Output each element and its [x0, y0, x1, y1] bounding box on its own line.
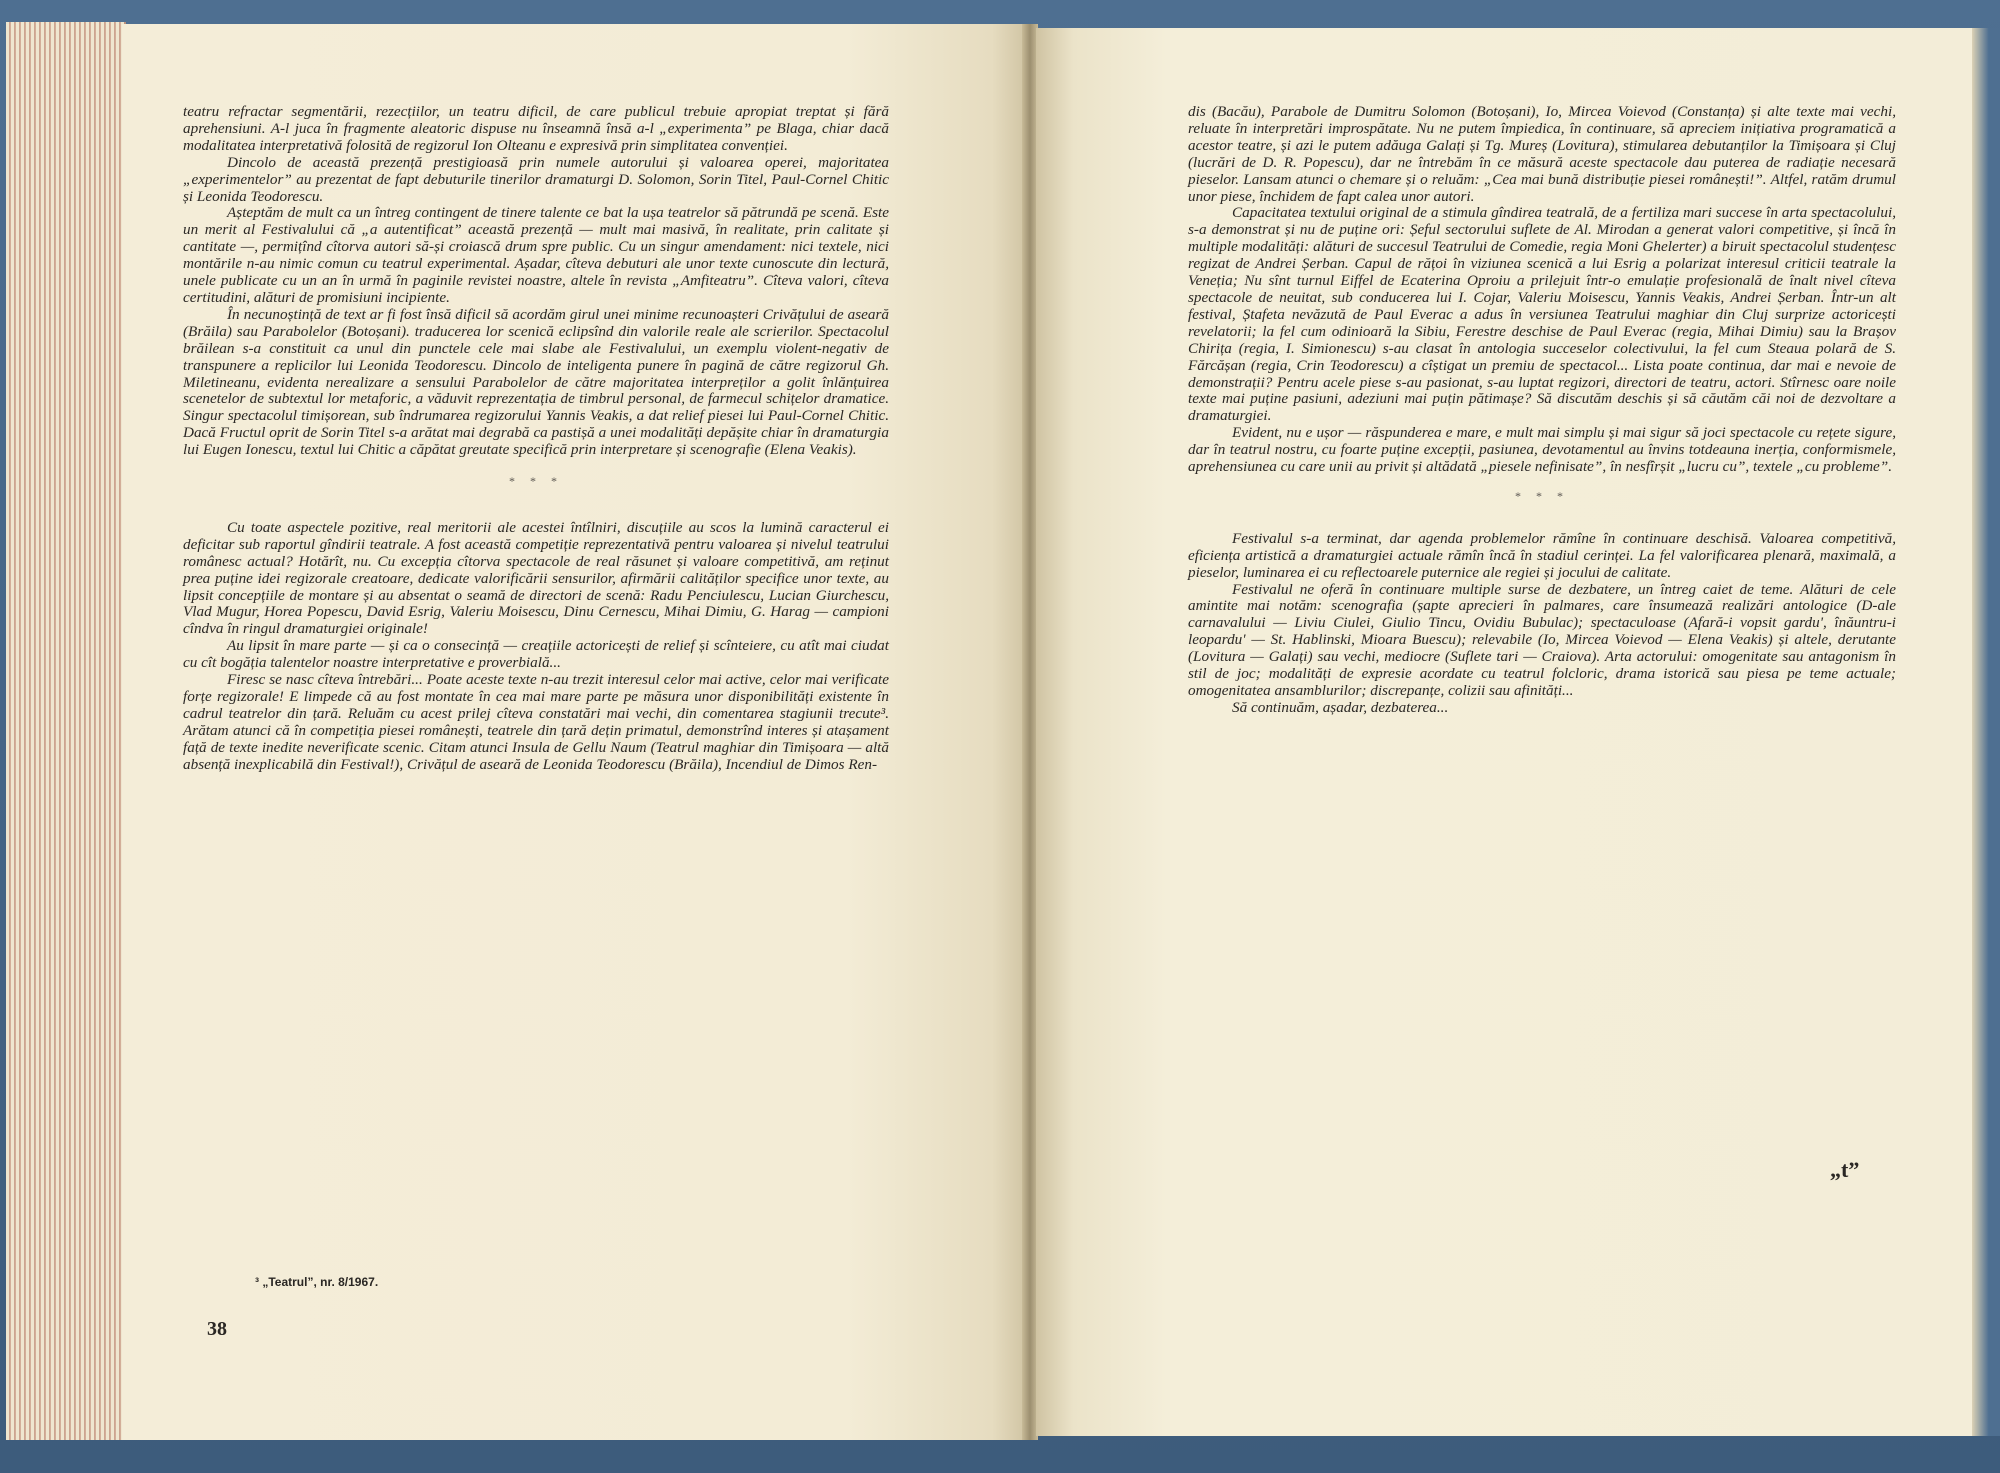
- paragraph: Să continuăm, așadar, dezbaterea...: [1232, 698, 1449, 716]
- paragraph: Dincolo de această prezență prestigioasă prin numele autorului și valoarea operei, majoritatea „experimentelor” au prezentat de fapt debuturile tinerilor dramaturgi D. Solomon, Sorin Titel, Paul-Cornel Chitic și Leonida Teodorescu.: [183, 153, 889, 205]
- paragraph: Festivalul s-a terminat, dar agenda problemelor rămîne în continuare deschisă. Valoarea competitivă, eficiența artistică a dramaturgiei actuale rămîn încă în stadiul cerinței. La fel valorificarea plenară, maximală, a pieselor, luminarea ei cu reflectoarele puternice ale regiei și jocului de calitate.: [1188, 529, 1896, 581]
- paragraph: Au lipsit în mare parte — și ca o consecință — creațiile actoricești de relief și scînteiere, cu atît mai ciudat cu cît bogăția talentelor noastre interpretative e proverbială...: [183, 637, 889, 672]
- paragraph: Festivalul ne oferă în continuare multiple surse de dezbatere, un întreg caiet de teme. Alături de cele amintite mai notăm: scenografia (șapte aprecieri în palmares, care însumează realizări antologice (D-ale carnavalului — Liviu Ciulei, Giulio Tincu, Ovidiu Bubulac); spectaculoase (Afară-i vopsit gardu', înăuntru-i leopardu' — St. Hablinski, Mioara Buescu); relevabile (Io, Mircea Voievod — Elena Veakis) și altele, derutante (Lovitura — Galați) sau vechi, mediocre (Suflete tari — Craiova). Arta actorului: omogenitate sau antagonism în stil de joc; modalități de expresie acordate cu teatrul folcloric, drama istorică sau piesa pe teme actuale; omogenitatea ansamblurilor; discrepanțe, colizii sau afinități...: [1188, 580, 1896, 699]
- author-signature: „t”: [1830, 1157, 1860, 1182]
- paragraph: dis (Bacău), Parabole de Dumitru Solomon (Botoșani), Io, Mircea Voievod (Constanța) și alte texte mai vechi, reluate în interpretări improspătate. Nu ne putem împiedica, în continuare, să apreciem inițiativa programatică a acestor teatre, și azi le putem adăuga Galați și Tg. Mureș (Lovitura), stimularea debutanților la Timișoara și Cluj (lucrări de D. R. Popescu), dar ne întrebăm în ce măsură aceste spectacole dau puterea de radiație necesară pieselor. Lansam atunci o chemare și o reluăm: „Cea mai bună distribuție piesei românești!”. Altfel, ratăm drumul unor piese, închidem de fapt calea unor autori.: [1188, 103, 1896, 205]
- page-stack-edge: [6, 22, 126, 1440]
- section-separator: * * *: [509, 474, 563, 489]
- paragraph: Firesc se nasc cîteva întrebări... Poate aceste texte n-au trezit interesul celor mai active, celor mai verificate forțe regizorale! E limpede că au fost montate în cea mai mare parte pe măsura unor disponibilități existente în cadrul teatrelor din țară. Reluăm cu acest prilej cîteva constatări mai vechi, din comentarea stagiunii trecute³. Arătam atunci că în competiția piesei românești, teatrele din țară dețin primatul, demonstrînd interes și atașament față de texte inedite neverificate scenic. Citam atunci Insula de Gellu Naum (Teatrul maghiar din Timișoara — altă absență inexplicabilă din Festival!), Crivățul de aseară de Leonida Teodorescu (Brăila), Incendiul de Dimos Ren-: [183, 671, 889, 773]
- paragraph: Capacitatea textului original de a stimula gîndirea teatrală, de a fertiliza mari succese în arta spectacolului, s-a demonstrat și nu de puține ori: Șeful sectorului suflete de Al. Mirodan a generat valori competitive, și încă în multiple modalități: alături de succesul Teatrului de Comedie, regia Moni Ghelerter) a biruit spectacolul studențesc regizat de Andrei Șerban. Capul de rățoi în viziunea scenică a lui Esrig a polarizat interesul criticii teatrale la Veneția; Nu sînt turnul Eiffel de Ecaterina Oproiu a prilejuit într-o emulație profesională de înalt nivel cîteva spectacole de neuitat, sub conducerea lui I. Cojar, Valeriu Moisescu, Yannis Veakis, Andrei Șerban. Într-un alt festival, Ștafeta nevăzută de Paul Everac a adus în versiunea Teatrului maghiar din Cluj surprize actoricești revelatorii; la fel cum odinioară la Sibiu, Ferestre deschise de Paul Everac (regia, Mihai Dimiu) sau la Brașov Chirița (regia, I. Simionescu) s-au clasat în antologia succeselor colectivului, la fel cum Steaua polară de S. Fărcășan (regia, Crin Teodorescu) a cîștigat un premiu de spectacol... Lista poate continua, dar mai e nevoie de demonstrații? Pentru acele piese s-au pasionat, s-au luptat regizori, directori de teatru, actori. Stîrnesc oare noile texte mai puține pasiuni, adeziuni mai puțin pătimașe? Să discutăm deschis și să căutăm căi noi de dezvoltare a dramaturgiei.: [1188, 204, 1896, 425]
- paragraph: Așteptăm de mult ca un întreg contingent de tinere talente ce bat la ușa teatrelor să pătrundă pe scenă. Este un merit al Festivalului că „a autentificat” această prezență — mult mai masivă, în realitate, prin calitate și cantitate —, permițînd cîtorva autori să-și croiască drum spre public. Cu un singur amendament: nici textele, nici montările n-au nimic comun cu teatrul experimental. Așadar, cîteva debuturi ale unor texte cunoscute din lectură, unele publicate cu un an în urmă în paginile revistei noastre, altele în revista „Amfiteatru”. Cîteva valori, cîteva certitudini, alături de promisiuni incipiente.: [183, 204, 889, 306]
- paragraph: teatru refractar segmentării, rezecțiilor, un teatru dificil, de care publicul trebuie apropiat treptat și fără aprehensiuni. A-l juca în fragmente aleatoric dispuse nu înseamnă însă a-l „experimenta” pe Blaga, chiar dacă modalitatea interpretativă folosită de regizorul Ion Olteanu e expresivă prin simplitatea convenției.: [183, 103, 889, 154]
- paragraph: În necunoștință de text ar fi fost însă dificil să acordăm girul unei minime recunoașteri Crivățului de aseară (Brăila) sau Parabolelor (Botoșani). traducerea lor scenică eclipsînd din valorile reale ale scrierilor. Spectacolul brăilean s-a constituit ca unul din punctele cele mai slabe ale Festivalului, un exemplu violent-negativ de transpunere a replicilor lui Leonida Teodorescu. Dincolo de inteligenta punere în pagină de către regizorul Gh. Miletineanu, evidenta nerealizare a sensului Parabolelor de către majoritatea interpreților a golit înlănțuirea scenetelor de subtextul lor metaforic, a văduvit reprezentația de timbrul personal, de farmecul schițelor dramatice. Singur spectacolul timișorean, sub îndrumarea regizorului Yannis Veakis, a dat relief piesei lui Paul-Cornel Chitic. Dacă Fructul oprit de Sorin Titel s-a arătat mai degrabă ca pastișă a unei modalități depășite chiar în dramaturgia lui Eugen Ionescu, textul lui Chitic a căpătat greutate specifică prin interpretare și scenografie (Elena Veakis).: [183, 305, 889, 459]
- left-text-column: [183, 104, 889, 774]
- page-number: 38: [207, 1318, 227, 1340]
- paragraph: Cu toate aspectele pozitive, real meritorii ale acestei întîlniri, discuțiile au scos la lumină caracterul ei deficitar sub raportul gîndirii teatrale. A fost această competiție reprezentativă pentru valoarea și nivelul teatrului românesc actual? Hotărît, nu. Cu excepția cîtorva spectacole de real răsunet și valoare competitivă, am reținut prea puține idei regizorale creatoare, dedicate valorificării sensurilor, afirmării calităților specifice unor texte, au lipsit concepțiile de montare și au absentat o seamă de directori de scenă: Radu Penciulescu, Lucian Giurchescu, Vlad Mugur, Horea Popescu, David Esrig, Valeriu Moisescu, Dinu Cernescu, Mihai Dimiu, G. Harag — campioni cîndva în ringul dramaturgiei originale!: [183, 518, 889, 638]
- paragraph: Evident, nu e ușor — răspunderea e mare, e mult mai simplu și mai sigur să joci spectacole cu rețete sigure, dar în teatrul nostru, cu foarte puține excepții, pasiunea, devotamentul au învins totdeauna inerția, conformismele, aprehensiunea cu care unii au privit și altădată „piesele nefinisate”, în nesfîrșit „lucru cu”, textele „cu probleme”.: [1188, 424, 1896, 476]
- right-page-edge: [1972, 28, 2000, 1436]
- footnote: ³ „Teatrul”, nr. 8/1967.: [255, 1275, 379, 1289]
- section-separator: * * *: [1515, 488, 1569, 503]
- right-text-column: [1188, 104, 1896, 717]
